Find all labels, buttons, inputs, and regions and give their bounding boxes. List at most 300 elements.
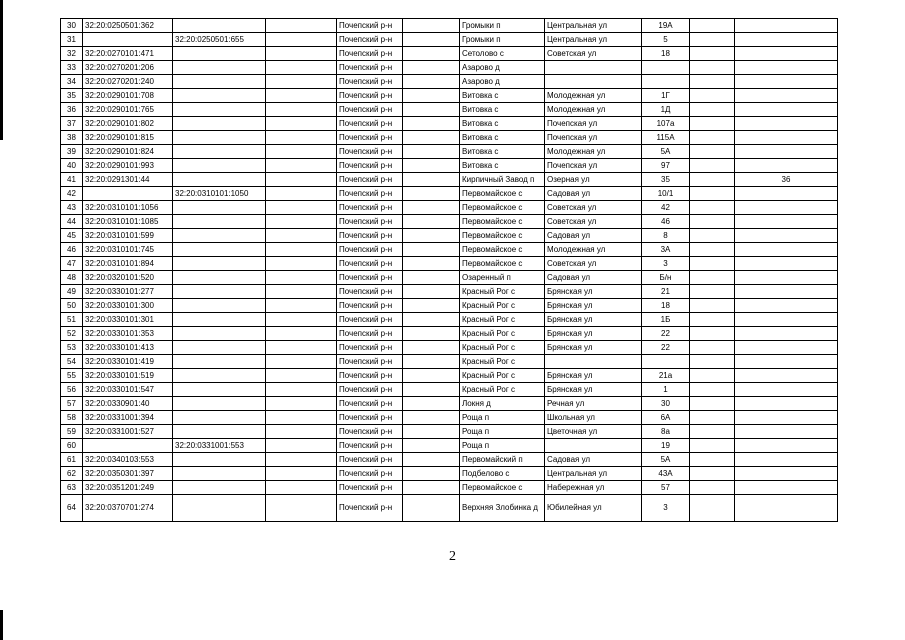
blank-cell <box>403 383 460 397</box>
house-number-cell <box>642 61 690 75</box>
cadastral-number-alt-cell <box>173 159 266 173</box>
blank-cell <box>266 229 337 243</box>
extra-number-cell <box>735 229 838 243</box>
district-cell: Почепский р-н <box>337 243 403 257</box>
street-cell <box>545 355 642 369</box>
locality-cell: Красный Рог с <box>460 299 545 313</box>
cadastral-number-alt-cell: 32:20:0310101:1050 <box>173 187 266 201</box>
extra-cell <box>690 495 735 522</box>
locality-cell: Красный Рог с <box>460 355 545 369</box>
extra-number-cell <box>735 19 838 33</box>
table-row <box>61 131 838 145</box>
district-cell: Почепский р-н <box>337 215 403 229</box>
district-cell: Почепский р-н <box>337 285 403 299</box>
blank-cell <box>403 243 460 257</box>
cadastral-number-alt-cell <box>173 481 266 495</box>
district-cell: Почепский р-н <box>337 173 403 187</box>
house-number-cell: 30 <box>642 397 690 411</box>
district-cell: Почепский р-н <box>337 117 403 131</box>
table-row <box>61 341 838 355</box>
blank-cell <box>266 201 337 215</box>
blank-cell <box>403 397 460 411</box>
cadastral-number-cell: 32:20:0310101:745 <box>83 243 173 257</box>
street-cell: Брянская ул <box>545 383 642 397</box>
row-number-cell: 42 <box>61 187 83 201</box>
row-number-cell: 64 <box>61 495 83 522</box>
cadastral-number-alt-cell <box>173 271 266 285</box>
street-cell: Советская ул <box>545 257 642 271</box>
locality-cell: Красный Рог с <box>460 369 545 383</box>
row-number-cell: 30 <box>61 19 83 33</box>
cadastral-number-cell: 32:20:0290101:765 <box>83 103 173 117</box>
blank-cell <box>266 495 337 522</box>
locality-cell: Красный Рог с <box>460 341 545 355</box>
extra-cell <box>690 411 735 425</box>
row-number-cell: 61 <box>61 453 83 467</box>
row-number-cell: 41 <box>61 173 83 187</box>
extra-cell <box>690 103 735 117</box>
extra-cell <box>690 187 735 201</box>
registry-table <box>60 18 838 522</box>
page-number: 2 <box>449 549 456 564</box>
extra-number-cell <box>735 313 838 327</box>
row-number-cell: 35 <box>61 89 83 103</box>
district-cell: Почепский р-н <box>337 425 403 439</box>
street-cell: Брянская ул <box>545 327 642 341</box>
cadastral-number-cell: 32:20:0310101:894 <box>83 257 173 271</box>
blank-cell <box>266 61 337 75</box>
street-cell: Советская ул <box>545 215 642 229</box>
extra-number-cell <box>735 327 838 341</box>
blank-cell <box>403 355 460 369</box>
extra-cell <box>690 131 735 145</box>
street-cell: Советская ул <box>545 47 642 61</box>
house-number-cell: 35 <box>642 173 690 187</box>
house-number-cell: 97 <box>642 159 690 173</box>
house-number-cell: 19 <box>642 439 690 453</box>
table-row <box>61 145 838 159</box>
district-cell: Почепский р-н <box>337 271 403 285</box>
street-cell: Центральная ул <box>545 467 642 481</box>
house-number-cell: 3 <box>642 495 690 522</box>
blank-cell <box>403 341 460 355</box>
street-cell: Садовая ул <box>545 229 642 243</box>
blank-cell <box>403 439 460 453</box>
cadastral-number-alt-cell <box>173 75 266 89</box>
extra-cell <box>690 453 735 467</box>
table-row <box>61 327 838 341</box>
house-number-cell: 43А <box>642 467 690 481</box>
locality-cell: Первомайское с <box>460 229 545 243</box>
street-cell: Школьная ул <box>545 411 642 425</box>
extra-cell <box>690 397 735 411</box>
extra-number-cell <box>735 271 838 285</box>
table-row <box>61 383 838 397</box>
table-body <box>61 19 838 522</box>
blank-cell <box>266 243 337 257</box>
table-row <box>61 299 838 313</box>
row-number-cell: 43 <box>61 201 83 215</box>
district-cell: Почепский р-н <box>337 229 403 243</box>
blank-cell <box>266 481 337 495</box>
locality-cell: Сетолово с <box>460 47 545 61</box>
extra-number-cell <box>735 397 838 411</box>
blank-cell <box>266 383 337 397</box>
blank-cell <box>403 159 460 173</box>
street-cell: Молодежная ул <box>545 89 642 103</box>
extra-cell <box>690 481 735 495</box>
locality-cell: Витовка с <box>460 131 545 145</box>
blank-cell <box>403 467 460 481</box>
locality-cell: Локня д <box>460 397 545 411</box>
cadastral-number-alt-cell <box>173 173 266 187</box>
extra-number-cell <box>735 103 838 117</box>
extra-number-cell <box>735 61 838 75</box>
blank-cell <box>266 257 337 271</box>
cadastral-number-alt-cell <box>173 341 266 355</box>
locality-cell: Кирпичный Завод п <box>460 173 545 187</box>
row-number-cell: 36 <box>61 103 83 117</box>
blank-cell <box>266 355 337 369</box>
cadastral-number-cell: 32:20:0310101:1056 <box>83 201 173 215</box>
cadastral-number-alt-cell <box>173 369 266 383</box>
extra-cell <box>690 257 735 271</box>
extra-cell <box>690 229 735 243</box>
locality-cell: Первомайское с <box>460 257 545 271</box>
cadastral-number-alt-cell <box>173 285 266 299</box>
row-number-cell: 49 <box>61 285 83 299</box>
blank-cell <box>403 47 460 61</box>
street-cell: Почепская ул <box>545 159 642 173</box>
table-row <box>61 481 838 495</box>
blank-cell <box>403 75 460 89</box>
extra-cell <box>690 439 735 453</box>
cadastral-number-cell <box>83 33 173 47</box>
row-number-cell: 60 <box>61 439 83 453</box>
locality-cell: Громыки п <box>460 33 545 47</box>
district-cell: Почепский р-н <box>337 131 403 145</box>
extra-cell <box>690 47 735 61</box>
blank-cell <box>403 481 460 495</box>
table-row <box>61 313 838 327</box>
extra-cell <box>690 285 735 299</box>
district-cell: Почепский р-н <box>337 187 403 201</box>
blank-cell <box>266 33 337 47</box>
blank-cell <box>266 439 337 453</box>
blank-cell <box>403 271 460 285</box>
district-cell: Почепский р-н <box>337 47 403 61</box>
extra-number-cell <box>735 383 838 397</box>
cadastral-number-cell: 32:20:0331001:394 <box>83 411 173 425</box>
district-cell: Почепский р-н <box>337 313 403 327</box>
house-number-cell: 3 <box>642 257 690 271</box>
cadastral-number-cell: 32:20:0351201:249 <box>83 481 173 495</box>
cadastral-number-cell: 32:20:0290101:993 <box>83 159 173 173</box>
blank-cell <box>266 117 337 131</box>
table-row <box>61 369 838 383</box>
row-number-cell: 45 <box>61 229 83 243</box>
table-row <box>61 117 838 131</box>
extra-cell <box>690 313 735 327</box>
house-number-cell <box>642 355 690 369</box>
extra-cell <box>690 201 735 215</box>
street-cell: Речная ул <box>545 397 642 411</box>
locality-cell: Первомайское с <box>460 201 545 215</box>
extra-cell <box>690 271 735 285</box>
blank-cell <box>403 215 460 229</box>
table-row <box>61 285 838 299</box>
cadastral-number-cell: 32:20:0250501:362 <box>83 19 173 33</box>
street-cell: Брянская ул <box>545 313 642 327</box>
locality-cell: Азарово д <box>460 75 545 89</box>
district-cell: Почепский р-н <box>337 159 403 173</box>
blank-cell <box>266 327 337 341</box>
district-cell: Почепский р-н <box>337 299 403 313</box>
extra-number-cell <box>735 453 838 467</box>
extra-cell <box>690 467 735 481</box>
row-number-cell: 34 <box>61 75 83 89</box>
table-row <box>61 467 838 481</box>
cadastral-number-alt-cell <box>173 425 266 439</box>
blank-cell <box>403 327 460 341</box>
district-cell: Почепский р-н <box>337 33 403 47</box>
cadastral-number-cell: 32:20:0330101:547 <box>83 383 173 397</box>
row-number-cell: 32 <box>61 47 83 61</box>
cadastral-number-alt-cell <box>173 117 266 131</box>
blank-cell <box>403 257 460 271</box>
extra-cell <box>690 145 735 159</box>
house-number-cell: 115А <box>642 131 690 145</box>
extra-number-cell <box>735 243 838 257</box>
row-number-cell: 46 <box>61 243 83 257</box>
extra-number-cell <box>735 285 838 299</box>
row-number-cell: 31 <box>61 33 83 47</box>
district-cell: Почепский р-н <box>337 355 403 369</box>
table-row <box>61 33 838 47</box>
blank-cell <box>266 425 337 439</box>
cadastral-number-cell: 32:20:0330101:277 <box>83 285 173 299</box>
extra-cell <box>690 89 735 103</box>
street-cell: Брянская ул <box>545 299 642 313</box>
cadastral-number-cell: 32:20:0330101:353 <box>83 327 173 341</box>
district-cell: Почепский р-н <box>337 327 403 341</box>
locality-cell: Азарово д <box>460 61 545 75</box>
cadastral-number-cell: 32:20:0330101:519 <box>83 369 173 383</box>
blank-cell <box>403 117 460 131</box>
cadastral-number-cell: 32:20:0330101:301 <box>83 313 173 327</box>
house-number-cell: 107а <box>642 117 690 131</box>
cadastral-number-alt-cell <box>173 453 266 467</box>
house-number-cell: 21 <box>642 285 690 299</box>
blank-cell <box>403 495 460 522</box>
street-cell: Центральная ул <box>545 19 642 33</box>
table-row <box>61 47 838 61</box>
blank-cell <box>403 299 460 313</box>
house-number-cell: 42 <box>642 201 690 215</box>
row-number-cell: 56 <box>61 383 83 397</box>
extra-number-cell <box>735 257 838 271</box>
house-number-cell: 6А <box>642 411 690 425</box>
extra-number-cell <box>735 159 838 173</box>
district-cell: Почепский р-н <box>337 341 403 355</box>
cadastral-number-cell: 32:20:0330101:413 <box>83 341 173 355</box>
blank-cell <box>266 131 337 145</box>
cadastral-number-cell: 32:20:0270201:240 <box>83 75 173 89</box>
street-cell: Набережная ул <box>545 481 642 495</box>
extra-cell <box>690 425 735 439</box>
house-number-cell: 1 <box>642 383 690 397</box>
cadastral-number-alt-cell <box>173 397 266 411</box>
cadastral-number-cell: 32:20:0340103:553 <box>83 453 173 467</box>
extra-number-cell <box>735 369 838 383</box>
street-cell: Брянская ул <box>545 341 642 355</box>
blank-cell <box>266 285 337 299</box>
cadastral-number-alt-cell <box>173 201 266 215</box>
table-row <box>61 397 838 411</box>
street-cell <box>545 75 642 89</box>
table-row <box>61 355 838 369</box>
house-number-cell: 8а <box>642 425 690 439</box>
blank-cell <box>266 313 337 327</box>
cadastral-number-alt-cell <box>173 495 266 522</box>
locality-cell: Витовка с <box>460 103 545 117</box>
locality-cell: Роща п <box>460 411 545 425</box>
cadastral-number-cell: 32:20:0270101:471 <box>83 47 173 61</box>
district-cell: Почепский р-н <box>337 201 403 215</box>
district-cell: Почепский р-н <box>337 453 403 467</box>
blank-cell <box>403 453 460 467</box>
scan-edge-mark-top <box>0 0 3 140</box>
street-cell: Советская ул <box>545 201 642 215</box>
row-number-cell: 33 <box>61 61 83 75</box>
house-number-cell: 22 <box>642 341 690 355</box>
house-number-cell: 5А <box>642 453 690 467</box>
house-number-cell: 18 <box>642 299 690 313</box>
table-row <box>61 495 838 522</box>
table-row <box>61 215 838 229</box>
district-cell: Почепский р-н <box>337 103 403 117</box>
house-number-cell: 21а <box>642 369 690 383</box>
table-row <box>61 243 838 257</box>
locality-cell: Первомайское с <box>460 243 545 257</box>
house-number-cell: 3А <box>642 243 690 257</box>
cadastral-number-cell: 32:20:0330101:419 <box>83 355 173 369</box>
extra-number-cell <box>735 47 838 61</box>
street-cell: Брянская ул <box>545 285 642 299</box>
cadastral-number-cell: 32:20:0290101:708 <box>83 89 173 103</box>
cadastral-number-cell: 32:20:0310101:599 <box>83 229 173 243</box>
row-number-cell: 52 <box>61 327 83 341</box>
extra-cell <box>690 173 735 187</box>
blank-cell <box>266 341 337 355</box>
house-number-cell: 5А <box>642 145 690 159</box>
extra-cell <box>690 299 735 313</box>
locality-cell: Красный Рог с <box>460 327 545 341</box>
blank-cell <box>266 47 337 61</box>
district-cell: Почепский р-н <box>337 495 403 522</box>
blank-cell <box>266 173 337 187</box>
district-cell: Почепский р-н <box>337 369 403 383</box>
district-cell: Почепский р-н <box>337 467 403 481</box>
cadastral-number-alt-cell <box>173 299 266 313</box>
house-number-cell: 10/1 <box>642 187 690 201</box>
house-number-cell: 19А <box>642 19 690 33</box>
blank-cell <box>266 159 337 173</box>
blank-cell <box>403 131 460 145</box>
extra-number-cell <box>735 145 838 159</box>
table-row <box>61 271 838 285</box>
locality-cell: Роща п <box>460 425 545 439</box>
row-number-cell: 39 <box>61 145 83 159</box>
cadastral-number-alt-cell <box>173 243 266 257</box>
blank-cell <box>266 369 337 383</box>
house-number-cell: 57 <box>642 481 690 495</box>
extra-number-cell <box>735 131 838 145</box>
extra-cell <box>690 243 735 257</box>
blank-cell <box>266 145 337 159</box>
cadastral-number-cell: 32:20:0270201:206 <box>83 61 173 75</box>
extra-number-cell <box>735 467 838 481</box>
district-cell: Почепский р-н <box>337 439 403 453</box>
street-cell: Юбилейная ул <box>545 495 642 522</box>
cadastral-number-cell: 32:20:0290101:815 <box>83 131 173 145</box>
row-number-cell: 37 <box>61 117 83 131</box>
extra-number-cell <box>735 425 838 439</box>
blank-cell <box>266 467 337 481</box>
table-row <box>61 453 838 467</box>
cadastral-number-alt-cell: 32:20:0250501:655 <box>173 33 266 47</box>
locality-cell: Первомайское с <box>460 187 545 201</box>
extra-number-cell <box>735 187 838 201</box>
table-row <box>61 201 838 215</box>
cadastral-number-alt-cell <box>173 47 266 61</box>
row-number-cell: 63 <box>61 481 83 495</box>
district-cell: Почепский р-н <box>337 481 403 495</box>
extra-number-cell <box>735 355 838 369</box>
blank-cell <box>266 187 337 201</box>
extra-cell <box>690 159 735 173</box>
cadastral-number-alt-cell <box>173 229 266 243</box>
row-number-cell: 38 <box>61 131 83 145</box>
row-number-cell: 50 <box>61 299 83 313</box>
extra-number-cell <box>735 33 838 47</box>
blank-cell <box>266 411 337 425</box>
locality-cell: Первомайский п <box>460 453 545 467</box>
cadastral-number-cell: 32:20:0330901:40 <box>83 397 173 411</box>
extra-number-cell <box>735 299 838 313</box>
cadastral-number-cell: 32:20:0291301:44 <box>83 173 173 187</box>
cadastral-number-alt-cell <box>173 131 266 145</box>
cadastral-number-cell: 32:20:0331001:527 <box>83 425 173 439</box>
extra-number-cell <box>735 89 838 103</box>
street-cell: Цветочная ул <box>545 425 642 439</box>
table-row <box>61 159 838 173</box>
table-row <box>61 89 838 103</box>
cadastral-number-cell: 32:20:0320101:520 <box>83 271 173 285</box>
row-number-cell: 58 <box>61 411 83 425</box>
cadastral-number-alt-cell: 32:20:0331001:553 <box>173 439 266 453</box>
cadastral-number-cell: 32:20:0350301:397 <box>83 467 173 481</box>
extra-cell <box>690 19 735 33</box>
blank-cell <box>403 187 460 201</box>
extra-number-cell <box>735 439 838 453</box>
locality-cell: Верхняя Злобинка д <box>460 495 545 522</box>
street-cell: Молодежная ул <box>545 145 642 159</box>
cadastral-number-alt-cell <box>173 89 266 103</box>
row-number-cell: 54 <box>61 355 83 369</box>
street-cell: Молодежная ул <box>545 243 642 257</box>
cadastral-number-cell: 32:20:0290101:824 <box>83 145 173 159</box>
